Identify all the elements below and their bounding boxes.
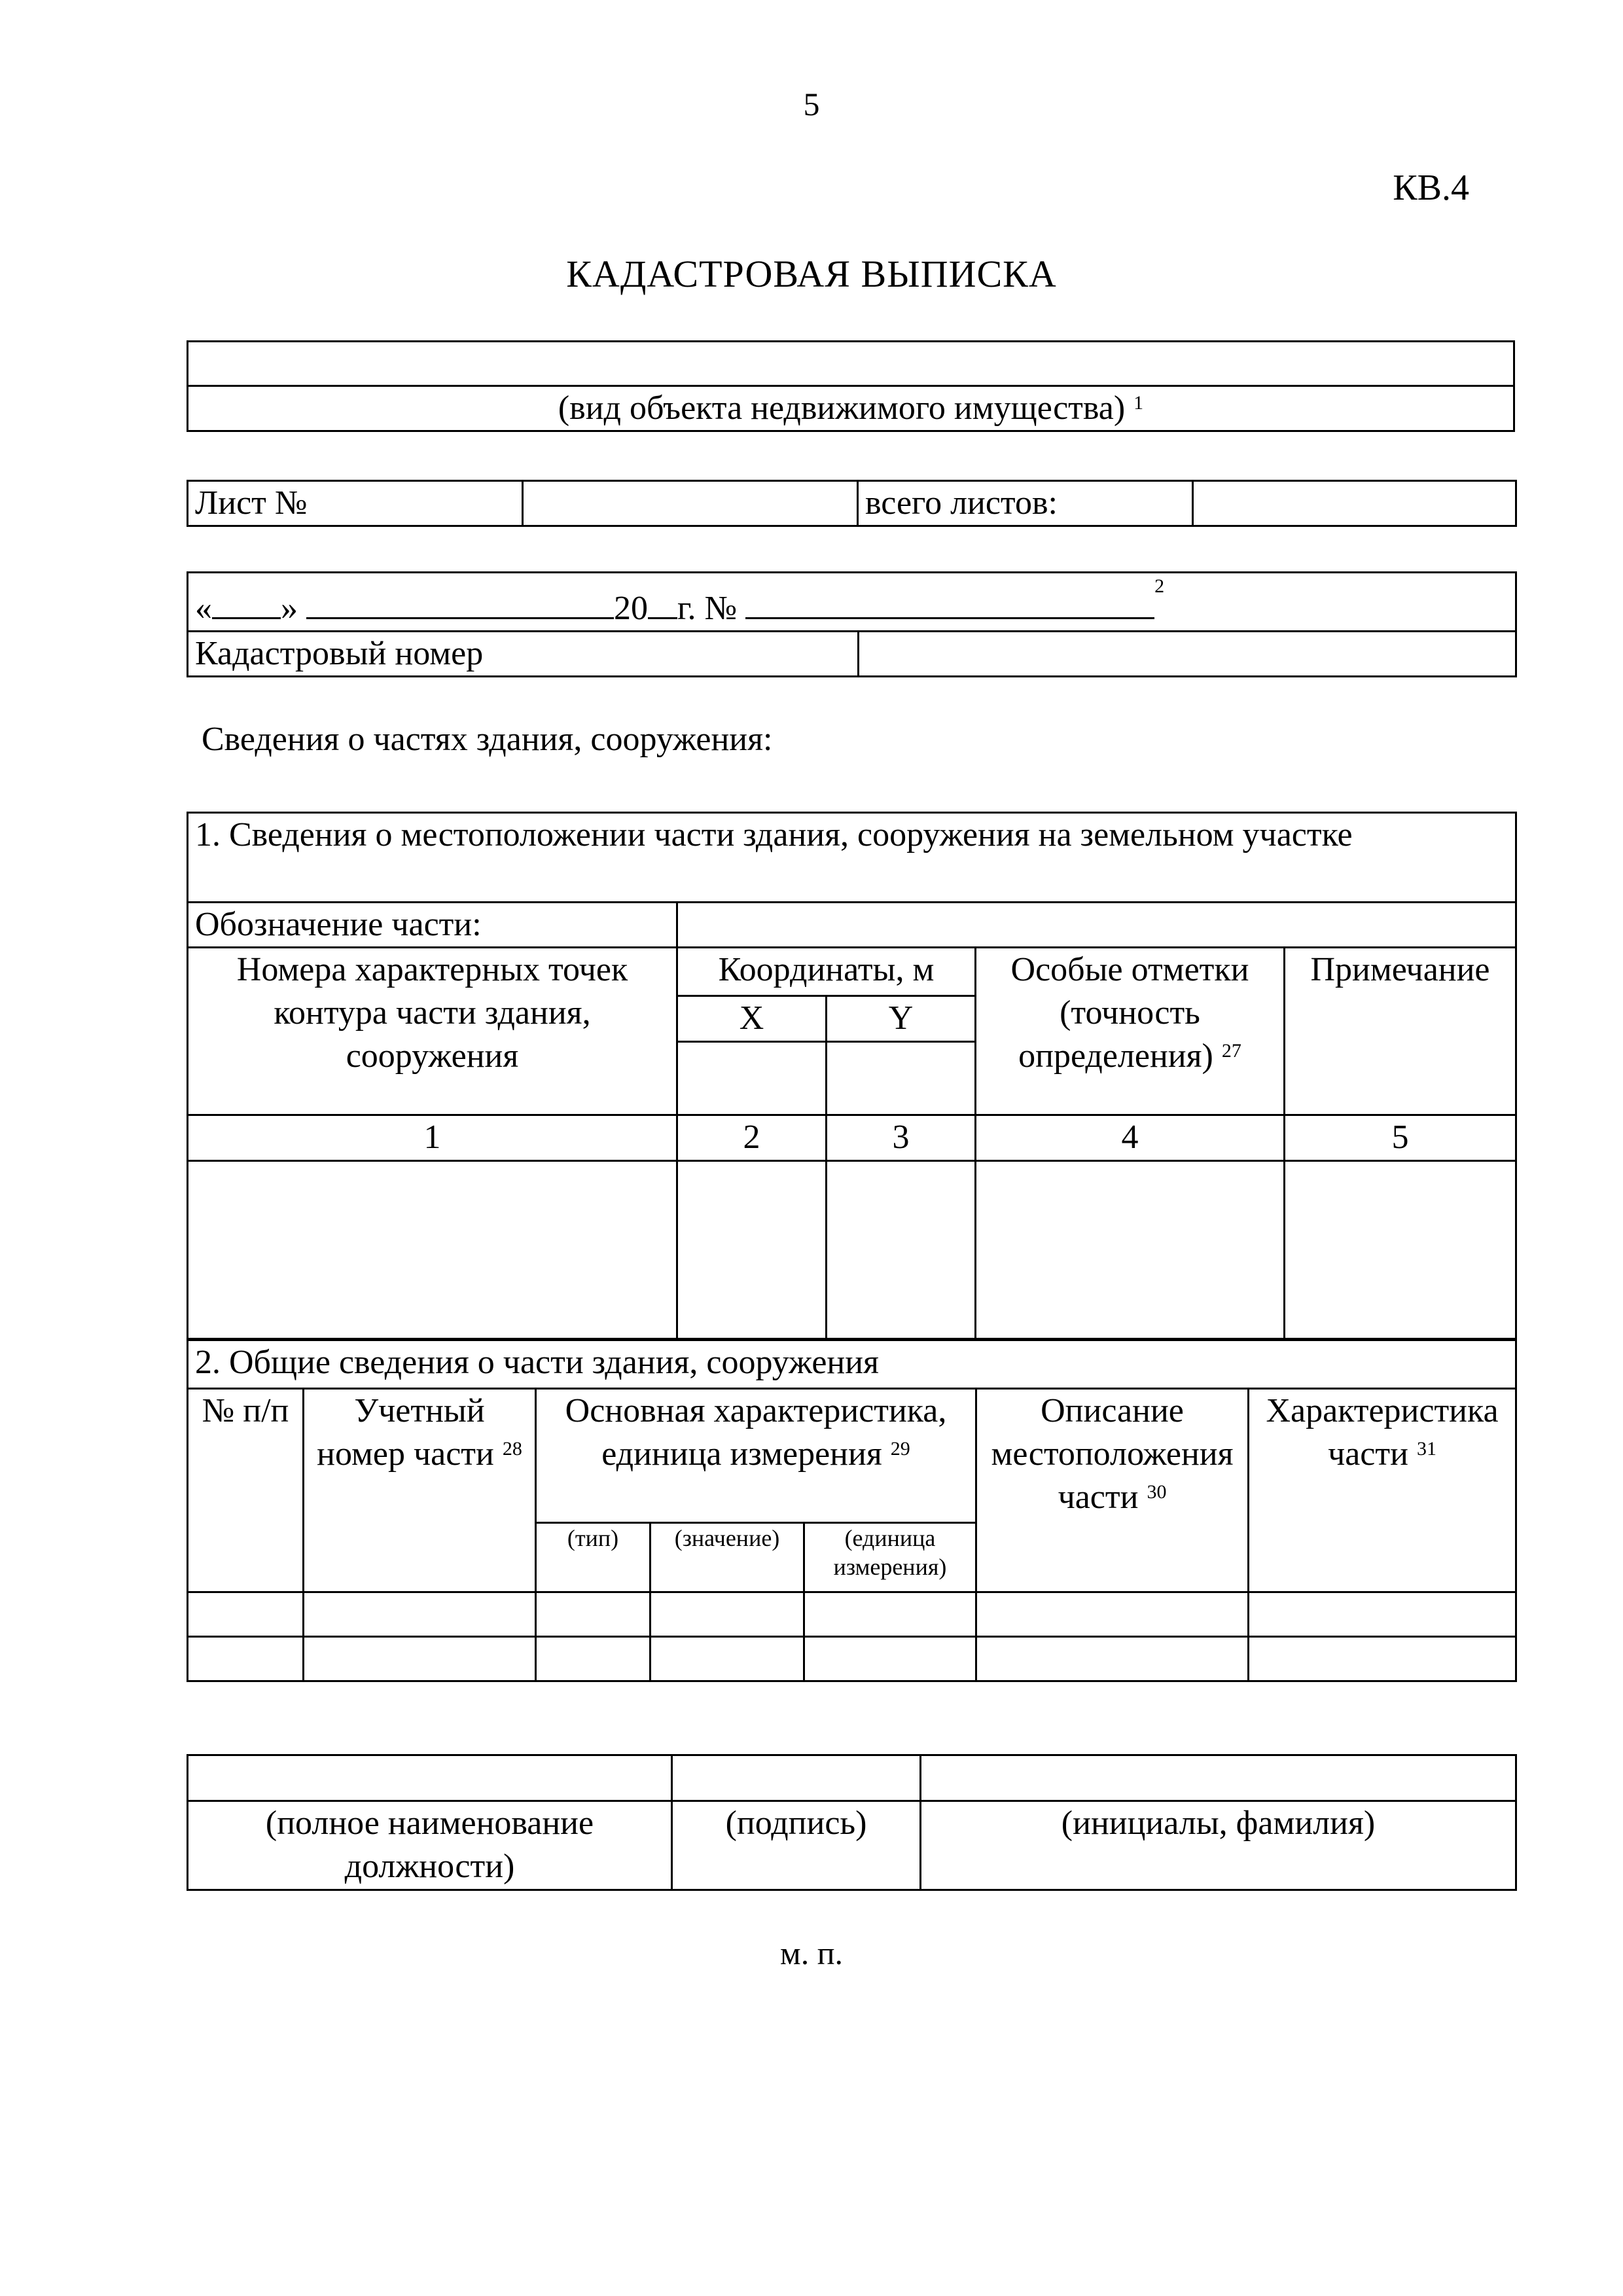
position-caption: (полное наименование должности) xyxy=(188,1801,672,1890)
document-title: КАДАСТРОВАЯ ВЫПИСКА xyxy=(566,253,1057,295)
stamp-place: м. п. xyxy=(780,1935,843,1971)
col-number: 1 xyxy=(188,1115,677,1161)
footnote-marker: 2 xyxy=(1154,575,1165,597)
total-sheets-field[interactable] xyxy=(1193,481,1516,526)
col-header-x: X xyxy=(677,996,827,1042)
page-number: 5 xyxy=(803,86,820,122)
object-type-caption-cell xyxy=(188,386,1514,431)
date-open-quote: « xyxy=(195,590,212,627)
name-field[interactable] xyxy=(921,1755,1516,1801)
col-header-account-text: Учетный номер части xyxy=(317,1392,494,1473)
col-header-notes xyxy=(976,948,1285,1115)
section-heading: Сведения о частях здания, сооружения: xyxy=(202,721,773,758)
cadastral-number-label: Кадастровый номер xyxy=(188,632,859,677)
total-sheets-label: всего листов: xyxy=(858,481,1193,526)
data-cell-x[interactable] xyxy=(677,1161,827,1339)
col-header-coordinates: Координаты, м xyxy=(677,948,976,996)
sub-header-unit: (единица измерения) xyxy=(804,1523,976,1592)
table-cell[interactable] xyxy=(304,1592,536,1637)
table-cell[interactable] xyxy=(976,1637,1249,1681)
table-cell[interactable] xyxy=(304,1637,536,1681)
footnote-marker: 1 xyxy=(1133,392,1144,414)
col-header-char-text: Характеристика части xyxy=(1266,1392,1499,1473)
col-header-location-description xyxy=(976,1389,1249,1592)
data-cell-notes[interactable] xyxy=(976,1161,1285,1339)
footnote-marker: 27 xyxy=(1221,1040,1241,1062)
object-type-table xyxy=(187,340,1515,432)
col-header-part-characteristic xyxy=(1249,1389,1516,1592)
table-cell[interactable] xyxy=(188,1592,304,1637)
name-caption: (инициалы, фамилия) xyxy=(921,1801,1516,1890)
footnote-marker: 28 xyxy=(502,1438,522,1460)
sub-header-value: (значение) xyxy=(651,1523,804,1592)
table-cell[interactable] xyxy=(976,1592,1249,1637)
table-cell[interactable] xyxy=(804,1637,976,1681)
col-header-main-text: Основная характеристика, единица измерения xyxy=(565,1392,947,1473)
table-cell[interactable] xyxy=(536,1592,651,1637)
date-cadastral-table xyxy=(187,571,1517,677)
object-type-field[interactable] xyxy=(188,342,1514,386)
col-number: 3 xyxy=(827,1115,976,1161)
object-type-caption: (вид объекта недвижимого имущества) xyxy=(558,389,1126,427)
col-header-main-characteristic xyxy=(536,1389,976,1523)
col-header-account-number xyxy=(304,1389,536,1592)
data-cell-remark[interactable] xyxy=(1285,1161,1516,1339)
col-header-y: Y xyxy=(827,996,976,1042)
sheet-number-label: Лист № xyxy=(188,481,523,526)
sheet-table xyxy=(187,480,1517,527)
location-heading: 1. Сведения о местоположении части здания, сооружения на земельном участке xyxy=(188,813,1516,903)
coord-x-blank xyxy=(677,1042,827,1115)
sheet-number-field[interactable] xyxy=(523,481,858,526)
col-number: 4 xyxy=(976,1115,1285,1161)
signature-field[interactable] xyxy=(672,1755,921,1801)
col-header-location-text: Описание местоположения части xyxy=(991,1392,1234,1516)
table-cell[interactable] xyxy=(536,1637,651,1681)
signature-caption: (подпись) xyxy=(672,1801,921,1890)
table-cell[interactable] xyxy=(651,1637,804,1681)
footnote-marker: 31 xyxy=(1416,1438,1436,1460)
part-designation-label: Обозначение части: xyxy=(188,903,677,948)
cadastral-number-field[interactable] xyxy=(859,632,1516,677)
position-field[interactable] xyxy=(188,1755,672,1801)
date-line xyxy=(188,573,1516,632)
table-cell[interactable] xyxy=(804,1592,976,1637)
day-field[interactable] xyxy=(212,584,281,619)
year-field[interactable] xyxy=(648,584,677,619)
location-table xyxy=(187,812,1517,1340)
table-cell[interactable] xyxy=(1249,1592,1516,1637)
table-cell[interactable] xyxy=(188,1637,304,1681)
part-designation-field[interactable] xyxy=(677,903,1516,948)
document-number-field[interactable] xyxy=(745,584,1154,619)
footnote-marker: 29 xyxy=(890,1438,910,1460)
col-number: 2 xyxy=(677,1115,827,1161)
table-cell[interactable] xyxy=(1249,1637,1516,1681)
year-prefix: 20 xyxy=(614,590,648,627)
general-info-table xyxy=(187,1339,1517,1682)
col-number: 5 xyxy=(1285,1115,1516,1161)
col-header-remark: Примечание xyxy=(1285,948,1516,1115)
date-close-quote: » xyxy=(281,590,298,627)
year-suffix: г. № xyxy=(677,590,738,627)
form-code: КВ.4 xyxy=(1393,168,1469,208)
data-cell-points[interactable] xyxy=(188,1161,677,1339)
general-info-heading: 2. Общие сведения о части здания, сооружения xyxy=(188,1340,1516,1389)
month-field[interactable] xyxy=(306,584,614,619)
signature-table xyxy=(187,1754,1517,1891)
sub-header-type: (тип) xyxy=(536,1523,651,1592)
footnote-marker: 30 xyxy=(1147,1481,1167,1503)
col-header-row-number: № п/п xyxy=(188,1389,304,1592)
col-header-points: Номера характерных точек контура части здания, сооружения xyxy=(188,948,677,1115)
col-header-notes-text: Особые отметки (точность определения) xyxy=(1010,951,1249,1075)
table-cell[interactable] xyxy=(651,1592,804,1637)
data-cell-y[interactable] xyxy=(827,1161,976,1339)
coord-y-blank xyxy=(827,1042,976,1115)
